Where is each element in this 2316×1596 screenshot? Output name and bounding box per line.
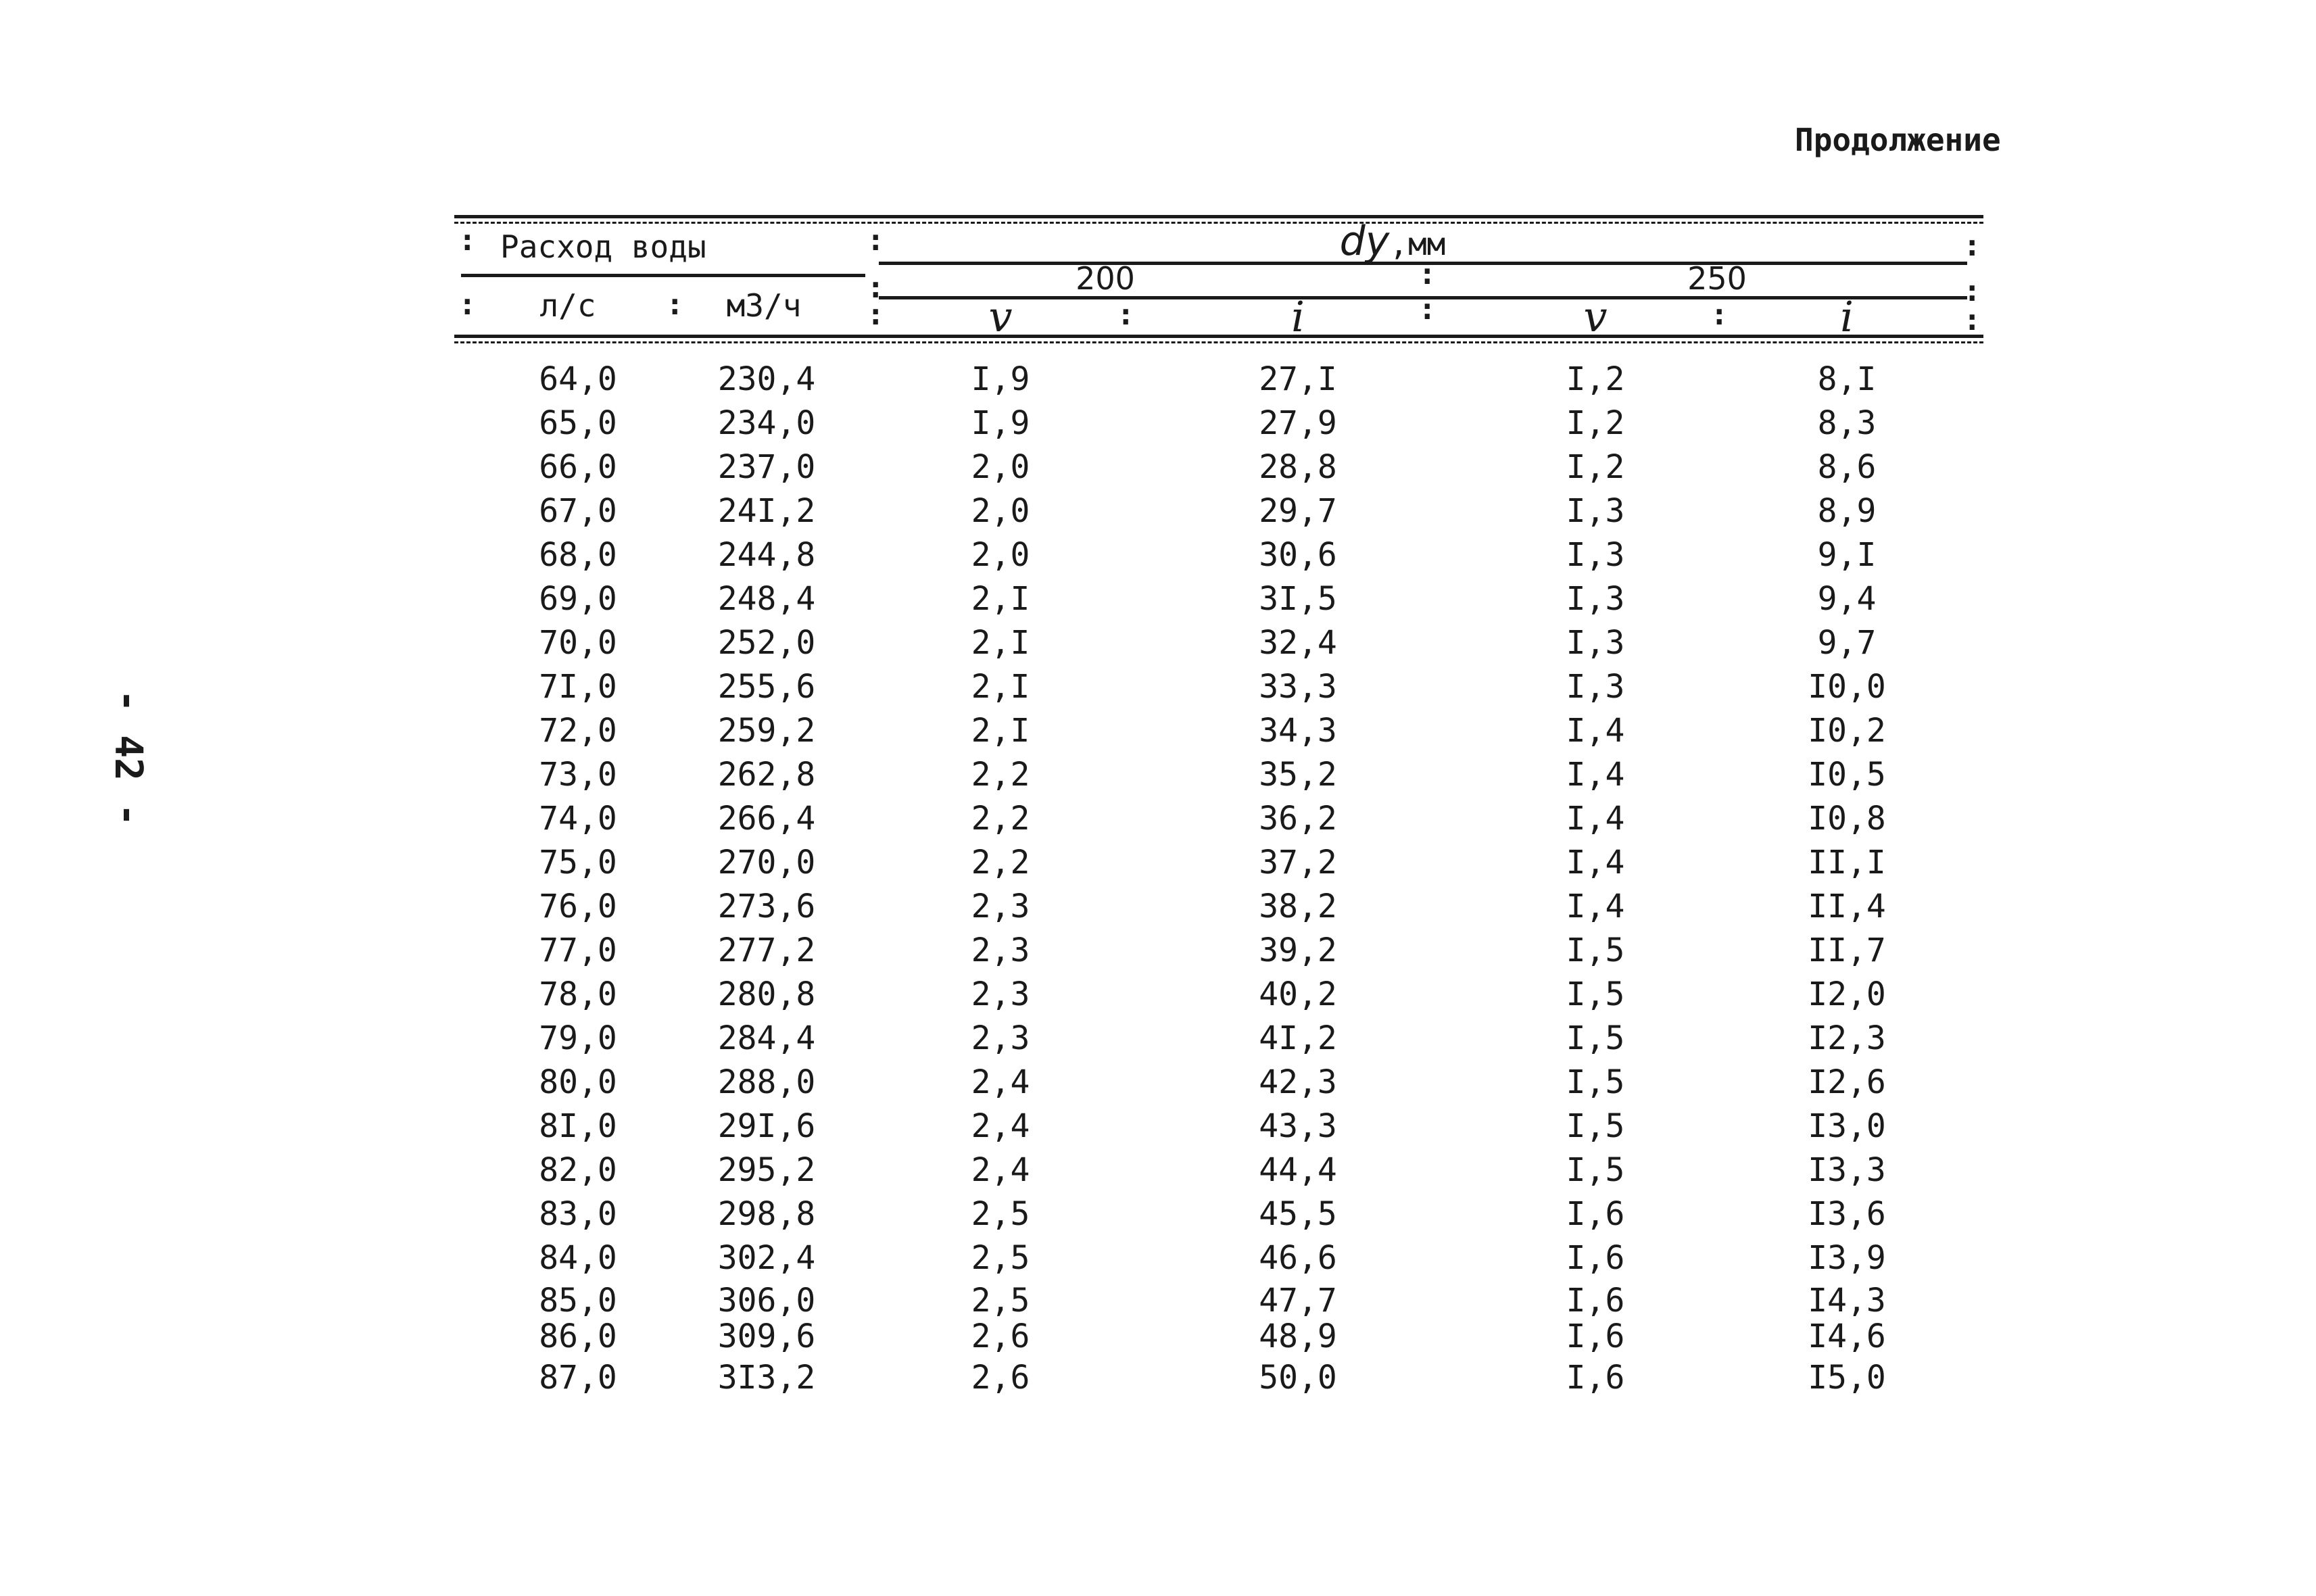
cell-velocity-250: I,3 [1566, 580, 1625, 618]
cell-slope-250: I3,3 [1808, 1151, 1886, 1189]
cell-slope-200: 46,6 [1259, 1239, 1337, 1277]
cell-slope-200: 30,6 [1259, 536, 1337, 574]
cell-flow-ls: 85,0 [539, 1282, 617, 1320]
table-row [0, 358, 2316, 401]
cell-velocity-250: I,5 [1566, 1151, 1625, 1189]
table-row [0, 1356, 2316, 1399]
cell-slope-250: I0,5 [1808, 756, 1886, 794]
table-row [0, 753, 2316, 796]
cell-slope-250: I0,0 [1808, 668, 1886, 706]
separator-colon: : [867, 223, 885, 258]
cell-velocity-200: 2,2 [971, 756, 1030, 794]
cell-velocity-250: I,4 [1566, 800, 1625, 838]
cell-slope-200: 32,4 [1259, 624, 1337, 662]
table-row [0, 533, 2316, 577]
cell-slope-200: 40,2 [1259, 975, 1337, 1013]
continuation-label: Продолжение [1795, 122, 2001, 158]
cell-slope-200: 35,2 [1259, 756, 1337, 794]
cell-flow-m3h: 230,4 [717, 360, 816, 398]
cell-slope-250: I3,0 [1808, 1107, 1886, 1145]
cell-slope-200: 39,2 [1259, 932, 1337, 969]
cell-velocity-250: I,5 [1566, 1063, 1625, 1101]
cell-slope-200: 28,8 [1259, 448, 1337, 486]
separator-colon: : [1117, 297, 1135, 332]
table-row [0, 489, 2316, 533]
cell-slope-200: 34,3 [1259, 712, 1337, 750]
cell-velocity-250: I,5 [1566, 1107, 1625, 1145]
cell-slope-250: 9,I [1817, 536, 1877, 574]
cell-slope-250: I3,9 [1808, 1239, 1886, 1277]
cell-velocity-200: 2,I [971, 668, 1030, 706]
separator-colon: : [458, 223, 477, 258]
cell-flow-ls: 69,0 [539, 580, 617, 618]
cell-velocity-200: 2,2 [971, 844, 1030, 881]
cell-flow-m3h: 29I,6 [717, 1107, 816, 1145]
cell-flow-ls: 67,0 [539, 492, 617, 530]
table-top-rule [454, 215, 1983, 218]
cell-velocity-200: 2,I [971, 580, 1030, 618]
cell-velocity-200: 2,3 [971, 932, 1030, 969]
cell-velocity-250: I,6 [1566, 1317, 1625, 1355]
cell-slope-250: I3,6 [1808, 1195, 1886, 1233]
cell-velocity-200: 2,2 [971, 800, 1030, 838]
cell-slope-250: I5,0 [1808, 1359, 1886, 1397]
cell-slope-250: I0,2 [1808, 712, 1886, 750]
page-number: - 42 - [106, 690, 150, 827]
table-row [0, 1017, 2316, 1060]
cell-slope-250: II,7 [1808, 932, 1886, 969]
cell-velocity-200: I,9 [971, 360, 1030, 398]
separator-colon: : [1963, 228, 1981, 263]
table-row [0, 709, 2316, 752]
cell-velocity-250: I,6 [1566, 1239, 1625, 1277]
cell-flow-m3h: 255,6 [717, 668, 816, 706]
cell-flow-ls: 87,0 [539, 1359, 617, 1397]
cell-flow-ls: 65,0 [539, 404, 617, 442]
cell-flow-ls: 64,0 [539, 360, 617, 398]
cell-slope-200: 27,I [1259, 360, 1337, 398]
cell-flow-ls: 70,0 [539, 624, 617, 662]
cell-velocity-250: I,4 [1566, 712, 1625, 750]
cell-velocity-200: 2,I [971, 712, 1030, 750]
header-bottom-rule-secondary [454, 341, 1983, 343]
separator-colon: : [1710, 297, 1729, 332]
cell-slope-200: 38,2 [1259, 888, 1337, 925]
cell-velocity-200: 2,4 [971, 1151, 1030, 1189]
cell-slope-250: I2,0 [1808, 975, 1886, 1013]
cell-velocity-200: 2,5 [971, 1282, 1030, 1320]
separator-colon: : [1963, 274, 1981, 308]
table-row [0, 577, 2316, 621]
cell-velocity-250: I,5 [1566, 975, 1625, 1013]
cell-slope-250: II,4 [1808, 888, 1886, 925]
header-bottom-rule [454, 335, 1983, 338]
cell-slope-200: 27,9 [1259, 404, 1337, 442]
cell-slope-250: 8,I [1817, 360, 1877, 398]
cell-flow-m3h: 237,0 [717, 448, 816, 486]
diameter-unit: ,мм [1389, 226, 1446, 262]
cell-velocity-200: 2,4 [971, 1063, 1030, 1101]
table-row [0, 665, 2316, 708]
cell-velocity-250: I,5 [1566, 1019, 1625, 1057]
cell-velocity-250: I,2 [1566, 448, 1625, 486]
table-row [0, 797, 2316, 840]
cell-velocity-250: I,5 [1566, 932, 1625, 969]
cell-velocity-200: I,9 [971, 404, 1030, 442]
cell-slope-200: 48,9 [1259, 1317, 1337, 1355]
separator-colon: : [867, 297, 885, 332]
cell-velocity-200: 2,3 [971, 888, 1030, 925]
cell-velocity-250: I,3 [1566, 668, 1625, 706]
cell-slope-200: 37,2 [1259, 844, 1337, 881]
cell-velocity-250: I,4 [1566, 756, 1625, 794]
cell-slope-200: 45,5 [1259, 1195, 1337, 1233]
separator-colon: : [666, 287, 684, 322]
cell-slope-200: 3I,5 [1259, 580, 1337, 618]
velocity-symbol-200: v [988, 292, 1013, 341]
table-row [0, 1061, 2316, 1104]
cell-flow-ls: 80,0 [539, 1063, 617, 1101]
cell-flow-m3h: 262,8 [717, 756, 816, 794]
separator-colon: : [1418, 292, 1437, 327]
cell-velocity-200: 2,6 [971, 1359, 1030, 1397]
separator-colon: : [1418, 257, 1437, 291]
cell-flow-m3h: 284,4 [717, 1019, 816, 1057]
cell-flow-m3h: 298,8 [717, 1195, 816, 1233]
cell-slope-250: 8,3 [1817, 404, 1877, 442]
separator-colon: : [867, 270, 885, 305]
cell-flow-m3h: 302,4 [717, 1239, 816, 1277]
cell-flow-ls: 75,0 [539, 844, 617, 881]
table-row [0, 1192, 2316, 1236]
cell-flow-ls: 77,0 [539, 932, 617, 969]
cell-flow-ls: 68,0 [539, 536, 617, 574]
cell-flow-ls: 83,0 [539, 1195, 617, 1233]
cell-velocity-200: 2,3 [971, 975, 1030, 1013]
cell-flow-m3h: 306,0 [717, 1282, 816, 1320]
cell-slope-200: 50,0 [1259, 1359, 1337, 1397]
cell-flow-ls: 78,0 [539, 975, 617, 1013]
table-row [0, 973, 2316, 1016]
cell-velocity-250: I,4 [1566, 844, 1625, 881]
cell-flow-ls: 76,0 [539, 888, 617, 925]
cell-velocity-200: 2,0 [971, 492, 1030, 530]
cell-velocity-250: I,6 [1566, 1195, 1625, 1233]
table-row [0, 1315, 2316, 1358]
flow-group-header: Расход воды [500, 228, 706, 265]
cell-flow-m3h: 280,8 [717, 975, 816, 1013]
cell-velocity-200: 2,4 [971, 1107, 1030, 1145]
cell-flow-m3h: 295,2 [717, 1151, 816, 1189]
cell-slope-250: 8,9 [1817, 492, 1877, 530]
cell-slope-250: I2,6 [1808, 1063, 1886, 1101]
cell-flow-m3h: 270,0 [717, 844, 816, 881]
cell-flow-ls: 8I,0 [539, 1107, 617, 1145]
cell-flow-m3h: 273,6 [717, 888, 816, 925]
diameter-200-header: 200 [1076, 260, 1135, 297]
cell-flow-m3h: 288,0 [717, 1063, 816, 1101]
cell-velocity-200: 2,5 [971, 1195, 1030, 1233]
cell-slope-250: I4,6 [1808, 1317, 1886, 1355]
cell-velocity-200: 2,5 [971, 1239, 1030, 1277]
diameter-symbol: dy [1339, 218, 1390, 265]
table-row [0, 885, 2316, 928]
cell-flow-m3h: 252,0 [717, 624, 816, 662]
cell-slope-250: I4,3 [1808, 1282, 1886, 1320]
cell-slope-250: I0,8 [1808, 800, 1886, 838]
col-header-m3h: м3/ч [726, 287, 802, 324]
table-row [0, 1148, 2316, 1192]
slope-symbol-250: i [1840, 292, 1854, 341]
cell-velocity-200: 2,I [971, 624, 1030, 662]
cell-slope-200: 44,4 [1259, 1151, 1337, 1189]
cell-slope-250: 9,7 [1817, 624, 1877, 662]
cell-slope-200: 33,3 [1259, 668, 1337, 706]
table-row [0, 1105, 2316, 1148]
cell-flow-m3h: 266,4 [717, 800, 816, 838]
table-row [0, 841, 2316, 884]
cell-flow-ls: 7I,0 [539, 668, 617, 706]
cell-velocity-250: I,2 [1566, 360, 1625, 398]
separator-colon: : [1963, 303, 1981, 337]
table-row [0, 1236, 2316, 1280]
cell-velocity-200: 2,6 [971, 1317, 1030, 1355]
cell-flow-m3h: 259,2 [717, 712, 816, 750]
col-header-ls: л/с [539, 287, 596, 324]
cell-slope-200: 29,7 [1259, 492, 1337, 530]
cell-slope-200: 42,3 [1259, 1063, 1337, 1101]
cell-velocity-250: I,4 [1566, 888, 1625, 925]
cell-flow-m3h: 277,2 [717, 932, 816, 969]
cell-flow-ls: 86,0 [539, 1317, 617, 1355]
cell-velocity-200: 2,0 [971, 448, 1030, 486]
cell-slope-250: I2,3 [1808, 1019, 1886, 1057]
cell-slope-250: II,I [1808, 844, 1886, 881]
cell-slope-200: 4I,2 [1259, 1019, 1337, 1057]
cell-flow-ls: 72,0 [539, 712, 617, 750]
cell-flow-m3h: 3I3,2 [717, 1359, 816, 1397]
table-row [0, 402, 2316, 445]
table-row [0, 929, 2316, 972]
cell-velocity-200: 2,3 [971, 1019, 1030, 1057]
cell-flow-ls: 79,0 [539, 1019, 617, 1057]
table-row [0, 445, 2316, 489]
cell-slope-200: 43,3 [1259, 1107, 1337, 1145]
cell-flow-ls: 73,0 [539, 756, 617, 794]
cell-slope-250: 9,4 [1817, 580, 1877, 618]
cell-velocity-250: I,6 [1566, 1282, 1625, 1320]
cell-flow-m3h: 24I,2 [717, 492, 816, 530]
table-row [0, 621, 2316, 664]
cell-flow-ls: 84,0 [539, 1239, 617, 1277]
cell-slope-200: 36,2 [1259, 800, 1337, 838]
cell-velocity-250: I,3 [1566, 624, 1625, 662]
cell-velocity-250: I,3 [1566, 536, 1625, 574]
cell-slope-200: 47,7 [1259, 1282, 1337, 1320]
cell-flow-ls: 66,0 [539, 448, 617, 486]
cell-velocity-250: I,3 [1566, 492, 1625, 530]
diameter-250-header: 250 [1687, 260, 1747, 297]
velocity-symbol-250: v [1583, 292, 1608, 341]
cell-flow-ls: 82,0 [539, 1151, 617, 1189]
cell-flow-m3h: 234,0 [717, 404, 816, 442]
cell-velocity-200: 2,0 [971, 536, 1030, 574]
table-top-rule-secondary [454, 222, 1983, 224]
separator-colon: : [458, 287, 477, 322]
cell-flow-m3h: 248,4 [717, 580, 816, 618]
cell-flow-ls: 74,0 [539, 800, 617, 838]
cell-flow-m3h: 309,6 [717, 1317, 816, 1355]
diameter-group-header [1305, 218, 1480, 265]
slope-symbol-200: i [1291, 292, 1305, 341]
flow-group-rule [461, 274, 865, 277]
cell-flow-m3h: 244,8 [717, 536, 816, 574]
cell-slope-250: 8,6 [1817, 448, 1877, 486]
cell-velocity-250: I,6 [1566, 1359, 1625, 1397]
cell-velocity-250: I,2 [1566, 404, 1625, 442]
